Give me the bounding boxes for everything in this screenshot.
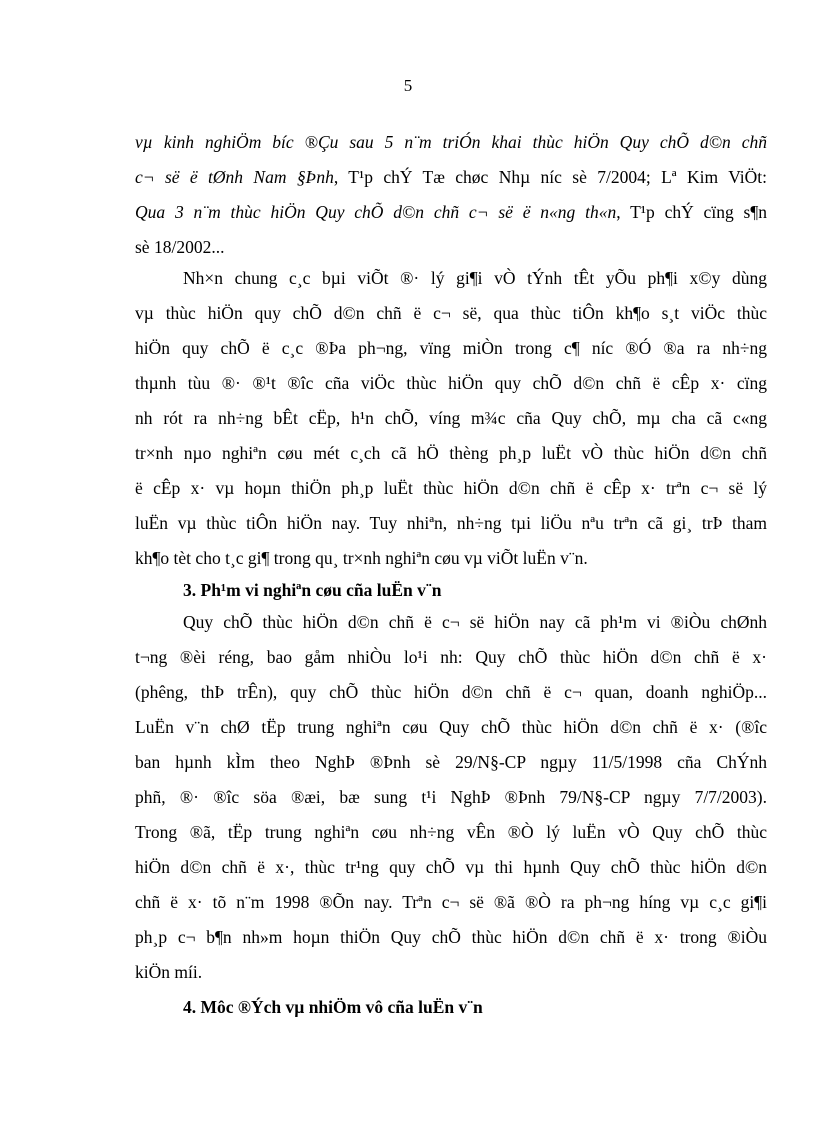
paragraph-1-line-2-rest: , T¹p chÝ Tæ chøc Nhµ níc sè 7/2004; Lª Kim ViÖt: — [333, 167, 768, 187]
paragraph-2-line: nh rót ra nh÷ng bÊt cËp, h¹n chÕ, víng m¾c cña Quy chÕ, mµ cha cã c«ng — [135, 408, 767, 428]
paragraph-2-line: Nh×n chung c¸c bµi viÕt ®· lý gi¶i vÒ tÝnh tÊt yÕu ph¶i x©y dùng — [183, 268, 767, 288]
paragraph-3-line: LuËn v¨n chØ tËp trung nghiªn cøu Quy chÕ thùc hiÖn d©n chñ ë x· (®îc — [135, 717, 767, 737]
paragraph-1-line-3 — [135, 204, 767, 222]
paragraph-3-line: hiÖn d©n chñ ë x·, thùc tr¹ng quy chÕ vµ thi hµnh Quy chÕ thùc hiÖn d©n — [135, 857, 767, 877]
paragraph-2-line: luËn vµ thùc tiÔn hiÖn nay. Tuy nhiªn, nh÷ng tµi liÖu nªu trªn cã gi¸ trÞ tham — [135, 513, 767, 533]
paragraph-1-line-4: sè 18/2002... — [135, 237, 225, 257]
paragraph-3-line: phñ, ®· ®îc söa ®æi, bæ sung t¹i NghÞ ®Þnh 79/N§-CP ngµy 7/7/2003). — [135, 787, 767, 807]
section-heading-4: 4. Môc ®Ých vµ nhiÖm vô cña luËn v¨n — [183, 997, 483, 1017]
paragraph-3-line: Trong ®ã, tËp trung nghiªn cøu nh÷ng vÊn ®Ò lý luËn vÒ Quy chÕ thùc — [135, 822, 767, 842]
paragraph-1-line-3-italic: Qua 3 n¨m thùc hiÖn Quy chÕ d©n chñ c¬ së ë n«ng th«n — [135, 202, 617, 222]
paragraph-3-line: ban hµnh kÌm theo NghÞ ®Þnh sè 29/N§-CP ngµy 11/5/1998 cña ChÝnh — [135, 752, 767, 772]
paragraph-3-line: (phêng, thÞ trÊn), quy chÕ thùc hiÖn d©n chñ ë c¬ quan, doanh nghiÖp... — [135, 682, 767, 702]
section-heading-3: 3. Ph¹m vi nghiªn cøu cña luËn v¨n — [183, 580, 442, 600]
paragraph-1-line-3-rest: , T¹p chÝ cïng s¶n — [616, 202, 767, 222]
paragraph-3-line: chñ ë x· tõ n¨m 1998 ®Õn nay. Trªn c¬ së ®ã ®Ò ra ph¬ng híng vµ c¸c gi¶i — [135, 892, 767, 912]
paragraph-1-line-2 — [135, 169, 767, 187]
paragraph-2-line: ë cÊp x· vµ hoµn thiÖn ph¸p luËt thùc hiÖn d©n chñ ë cÊp x· trªn c¬ së lý — [135, 478, 767, 498]
paragraph-3-line: t¬ng ®èi réng, bao gåm nhiÒu lo¹i nh: Quy chÕ thùc hiÖn d©n chñ ë x· — [135, 647, 767, 667]
page-number: 5 — [403, 76, 413, 95]
paragraph-3-line: Quy chÕ thùc hiÖn d©n chñ ë c¬ së hiÖn nay cã ph¹m vi ®iÒu chØnh — [183, 612, 767, 632]
paragraph-3-line: kiÖn míi. — [135, 962, 203, 982]
paragraph-2-line: tr×nh nµo nghiªn cøu mét c¸ch cã hÖ thèng ph¸p luËt vÒ thùc hiÖn d©n chñ — [135, 443, 767, 463]
paragraph-2-line: kh¶o tèt cho t¸c gi¶ trong qu¸ tr×nh nghiªn cøu vµ viÕt luËn v¨n. — [135, 548, 588, 568]
paragraph-2-line: thµnh tùu ®· ®¹t ®îc cña viÖc thùc hiÖn quy chÕ d©n chñ ë cÊp x· cïng — [135, 373, 767, 393]
paragraph-1-line-1: vµ kinh nghiÖm bíc ®Çu sau 5 n¨m triÓn khai thùc hiÖn Quy chÕ d©n chñ — [135, 132, 767, 152]
paragraph-3-line: ph¸p c¬ b¶n nh»m hoµn thiÖn Quy chÕ thùc hiÖn d©n chñ ë x· trong ®iÒu — [135, 927, 767, 947]
paragraph-2-line: vµ thùc hiÖn quy chÕ d©n chñ ë c¬ së, qua thùc tiÔn kh¶o s¸t viÖc thùc — [135, 303, 767, 323]
paragraph-2-line: hiÖn quy chÕ ë c¸c ®Þa ph¬ng, vïng miÒn trong c¶ níc ®Ó ®a ra nh÷ng — [135, 338, 767, 358]
paragraph-1-line-2-italic: c¬ së ë tØnh Nam §Þnh — [135, 167, 334, 187]
